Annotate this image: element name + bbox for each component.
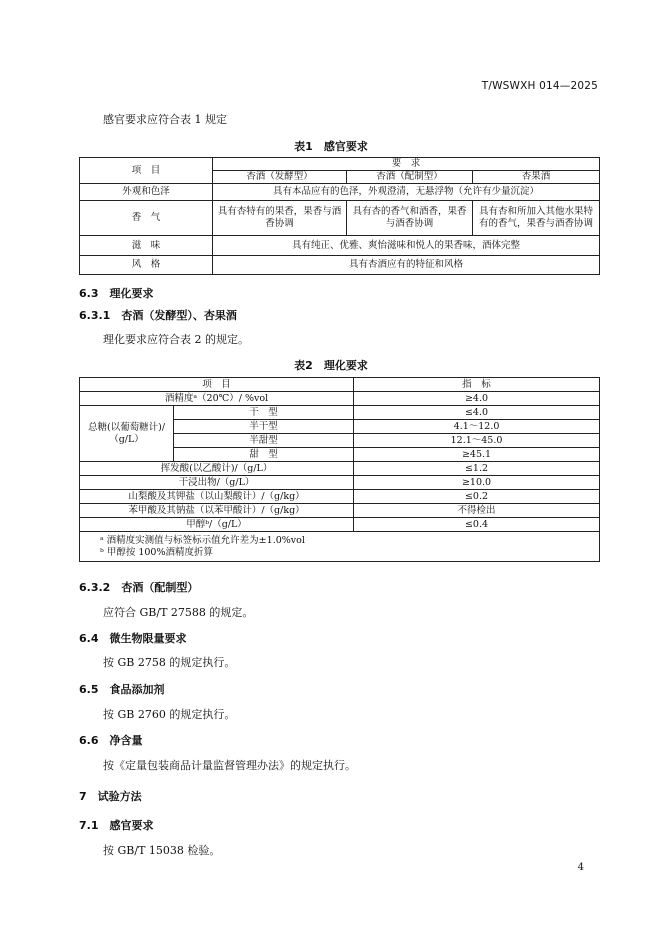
section-6-4-heading: 6.4 微生物限量要求 [79,632,187,645]
table1-cell: 具有纯正、优雅、爽怡滋味和悦人的果香味，酒体完整 [213,236,600,256]
section-6-4-text: 按 GB 2758 的规定执行。 [103,656,236,669]
table2-row-label: 山梨酸及其钾盐（以山梨酸计）/（g/kg） [80,490,354,504]
table2-value: ≥10.0 [354,476,600,490]
table2-value: 不得检出 [354,504,600,518]
sugar-type: 半干型 [174,420,354,434]
table2-value: ≤0.2 [354,490,600,504]
table1-header-requirement: 要 求 [213,158,600,171]
table2-row-label: 苯甲酸及其钠盐（以苯甲酸计）/（g/kg） [80,504,354,518]
section-6-3-2-heading: 6.3.2 杏酒（配制型） [79,581,199,594]
table2-value: 12.1～45.0 [354,434,600,448]
physicochemical-requirements-table [79,377,600,562]
section-6-3-1-text: 理化要求应符合表 2 的规定。 [103,333,249,346]
section-7-heading: 7 试验方法 [79,790,142,803]
sugar-type: 甜 型 [174,448,354,462]
table1-cell: 具有本品应有的色泽，外观澄清，无悬浮物（允许有少量沉淀） [213,184,600,201]
table2-row-label: 甲醇ᵇ/（g/L） [80,518,354,532]
table1-subheader: 杏果酒 [473,171,600,184]
table1-subheader: 杏酒（发酵型） [213,171,347,184]
table2-value: ≥45.1 [354,448,600,462]
table2-value: ≤4.0 [354,406,600,420]
table1-header-item: 项 目 [80,158,213,184]
section-6-6-text: 按《定量包装商品计量监督管理办法》的规定执行。 [103,759,356,772]
table1-cell: 具有杏特有的果香，果香与酒香协调 [213,201,347,236]
table2-footnotes [80,532,600,562]
table1-cell: 具有杏和所加入其他水果特有的香气，果香与酒香协调 [473,201,600,236]
table2-caption: 表2 理化要求 [294,359,368,372]
sensory-requirements-table [79,157,600,275]
table1-row-label: 风 格 [80,256,213,275]
table2-value: ≤1.2 [354,462,600,476]
table2-header-item: 项 目 [80,378,354,392]
section-6-3-2-text: 应符合 GB/T 27588 的规定。 [103,606,254,619]
table1-cell: 具有杏酒应有的特征和风格 [213,256,600,275]
section-6-6-heading: 6.6 净含量 [79,734,143,747]
section-6-5-heading: 6.5 食品添加剂 [79,683,165,696]
table2-value: ≥4.0 [354,392,600,406]
table2-header-index: 指 标 [354,378,600,392]
section-6-3-heading: 6.3 理化要求 [79,287,154,300]
table1-subheader: 杏酒（配制型） [347,171,473,184]
sugar-type: 干 型 [174,406,354,420]
table1-cell: 具有杏的香气和酒香，果香与酒香协调 [347,201,473,236]
table2-row-label: 酒精度ᵃ（20℃）/ %vol [80,392,354,406]
intro-text: 感官要求应符合表 1 规定 [103,113,227,126]
document-id: T/WSWXH 014—2025 [481,80,598,92]
table1-caption: 表1 感官要求 [294,140,368,153]
table1-row-label: 滋 味 [80,236,213,256]
footnote-b: ᵇ 甲醇按 100%酒精度折算 [100,546,213,558]
sugar-type: 半甜型 [174,434,354,448]
page-number: 4 [577,862,584,873]
section-6-5-text: 按 GB 2760 的规定执行。 [103,708,236,721]
table1-row-label: 外观和色泽 [80,184,213,201]
section-7-1-heading: 7.1 感官要求 [79,819,154,832]
footnote-a: ᵃ 酒精度实测值与标签标示值允许差为±1.0%vol [100,534,305,546]
table2-value: 4.1～12.0 [354,420,600,434]
total-sugar-label: 总糖(以葡萄糖计)/（g/L） [80,406,174,462]
table2-row-label: 挥发酸(以乙酸计)/（g/L） [80,462,354,476]
section-7-1-text: 按 GB/T 15038 检验。 [103,844,221,857]
table2-row-label: 干浸出物/（g/L） [80,476,354,490]
section-6-3-1-heading: 6.3.1 杏酒（发酵型）、杏果酒 [79,309,237,322]
table1-row-label: 香 气 [80,201,213,236]
table2-value: ≤0.4 [354,518,600,532]
